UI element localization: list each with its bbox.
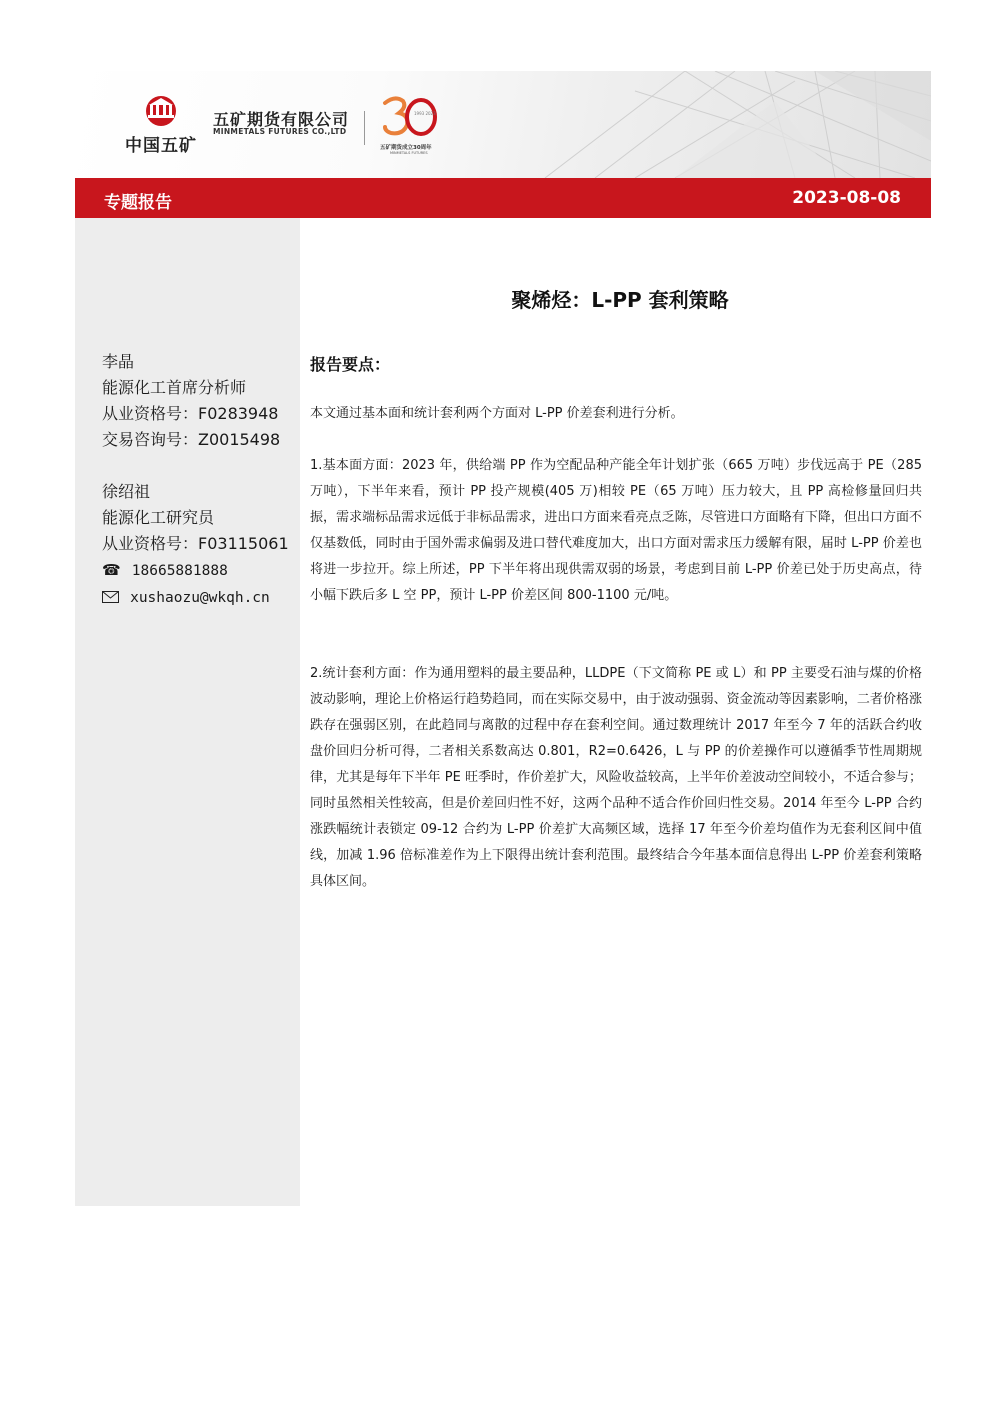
report-title: 聚烯烃：L-PP 套利策略 (511, 288, 729, 312)
author-card-2 (102, 479, 289, 611)
report-type-bar (75, 178, 931, 218)
author-title: 能源化工研究员 (102, 508, 215, 527)
report-date: 2023-08-08 (792, 188, 901, 208)
author-sidebar (75, 218, 300, 1206)
anniversary-subcaption: MINMETALS FUTURES (390, 151, 428, 155)
author-qualification: 从业资格号：F03115061 (102, 534, 289, 553)
author-name: 李晶 (102, 352, 135, 371)
author-title: 能源化工首席分析师 (102, 378, 247, 397)
company-name-en: MINMETALS FUTURES CO.,LTD (213, 127, 347, 136)
report-type-label: 专题报告 (104, 193, 172, 213)
anniversary-years: 1993 2023 (414, 111, 436, 116)
section-heading: 报告要点： (310, 355, 391, 374)
intro-paragraph: 本文通过基本面和统计套利两个方面对 L-PP 价差套利进行分析。 (310, 406, 684, 421)
group-name: 中国五矿 (125, 136, 197, 156)
anniversary-caption: 五矿期货成立30周年 (380, 145, 432, 151)
author-phone-row (102, 557, 289, 584)
author-qualification: 从业资格号：F0283948 (102, 404, 279, 423)
author-name: 徐绍祖 (102, 482, 151, 501)
envelope-icon (102, 591, 119, 603)
phone-icon: ☎ (102, 561, 121, 579)
point-2-paragraph: 2.统计套利方面：作为通用塑料的最主要品种，LLDPE（下文简称 PE 或 L）和 PP 主要受石油与煤的价格波动影响，理论上价格运行趋势趋同，而在实际交易中，由于波动强弱、资金流动等因素影响，二者价格涨跌存在强弱区别，在此趋同与离散的过程中存在套利空间。通过数理统计 2017 年至今 7 年的活跃合约收盘价回归分析可得，二者相关系数高达 0.801，R2=0.6426，L 与 PP 的价差操作可以遵循季节性周期规律，尤其是每年下半年 PE 旺季时，作价差扩大，风险收益较高，上半年价差波动空间较小，不适合参与；同时虽然相关性较高，但是价差回归性不好，这两个品种不适合作价回归性交易。2014 年至今 L-PP 合约涨跌幅统计表锁定 09-12 合约为 L-PP 价差扩大高频区域，选择 17 年至今价差均值作为无套利区间中值线，加减 1.96 倍标准差作为上下限得出统计套利范围。最终结合今年基本面信息得出 L-PP 价差套利策略具体区间。 (310, 666, 922, 889)
author-card-1 (102, 349, 280, 453)
banner-architecture-graphic (75, 71, 931, 178)
point-1-paragraph: 1.基本面方面：2023 年，供给端 PP 作为空配品种产能全年计划扩张（665 万吨）步伐远高于 PE（285 万吨），下半年来看，预计 PP 投产规模(405 万)相较 PE（65 万吨）压力较大，且 PP 高检修量回归共振，需求端标品需求远低于非标品需求，进出口方面来看亮点乏陈，尽管进口方面略有下降，但出口方面不仅基数低，同时由于国外需求偏弱及进口替代难度加大，出口方面对需求压力缓解有限，届时 L-PP 价差也将进一步拉开。综上所述，PP 下半年将出现供需双弱的场景，考虑到目前 L-PP 价差已处于历史高点，待小幅下跌后多 L 空 PP，预计 L-PP 价差区间 800-1100 元/吨。 (310, 458, 922, 603)
author-phone[interactable]: 18665881888 (131, 563, 228, 579)
author-email[interactable]: xushaozu@wkqh.cn (130, 590, 270, 606)
author-consulting-number: 交易咨询号：Z0015498 (102, 430, 281, 449)
author-email-row (102, 584, 289, 611)
header-divider (364, 111, 365, 145)
company-name-cn: 五矿期货有限公司 (213, 110, 350, 129)
header-banner (75, 71, 931, 178)
